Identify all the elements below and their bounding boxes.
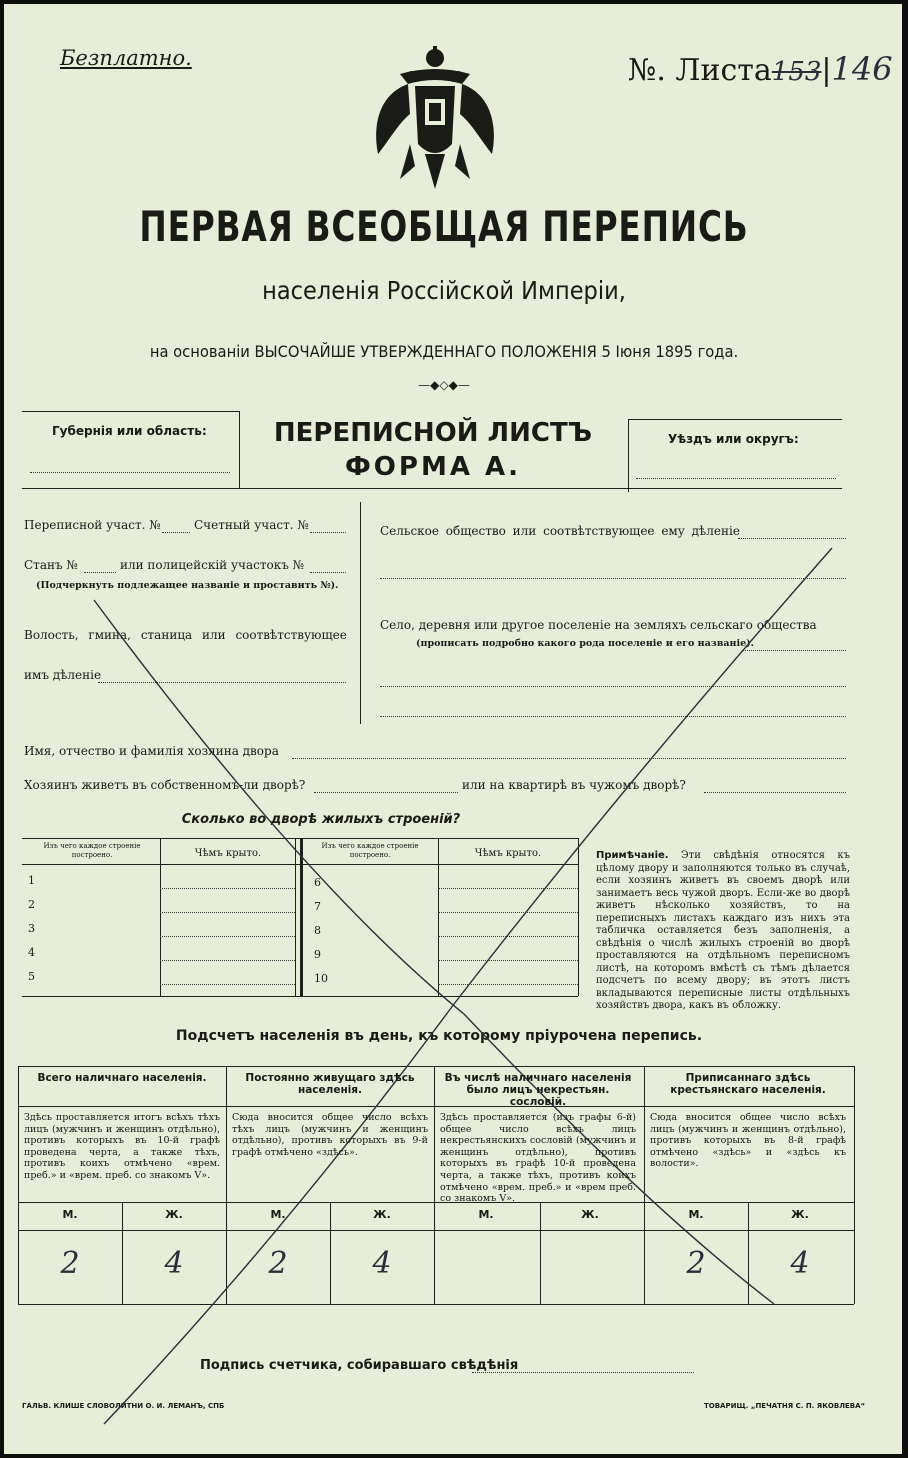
free-label: Безплатно. [60,46,192,70]
form-type-sub: ФОРМА А. [345,452,521,482]
count-col-desc: Сюда вносится общее число всѣхъ тѣхъ лицъ (мужчинъ и женщинъ отдѣльно), противъ которыхъ въ 9-й графѣ отмѣчено «здѣсь». [232,1112,428,1158]
building-row-line [160,888,295,889]
perepis-uch-label: Переписной участ. № [24,518,161,532]
form-main-title: ПЕРВАЯ ВСЕОБЩАЯ ПЕРЕПИСЬ [139,202,749,251]
owner-lives-label: Хозяинъ живетъ въ собственномъ-ли дворѣ? [24,778,306,792]
owner-name-label: Имя, отчество и фамилія хозяина двора [24,744,279,758]
schet-uch-label: Счетный участ. № [194,518,309,532]
count-col-male-value: 2 [686,1246,706,1281]
sheet-number: №. Листа153|146 [628,50,893,88]
form-basis: на основаніи ВЫСОЧАЙШЕ УТВЕРЖДЕННАГО ПОЛОЖЕНІЯ 5 Іюня 1895 года. [149,342,739,361]
building-row-line [160,960,295,961]
building-row-line [438,960,578,961]
buildings-question: Сколько во дворѣ жилыхъ строеній? [181,812,461,827]
signature-label: Подпись счетчика, собиравшаго свѣдѣнія [200,1358,519,1373]
count-title: Подсчетъ населенія въ день, къ которому пріурочена перепись. [175,1028,703,1044]
building-row-line [160,912,295,913]
count-col-head: Въ числѣ наличнаго населенія было лицъ некрестьян. сословій. [444,1072,632,1108]
selskoe-label: Сельское общество или соотвѣтствующее ему дѣленіе [380,524,740,538]
count-col-female-label: Ж. [373,1208,391,1221]
building-row-number: 2 [28,898,35,911]
count-col-male-label: М. [688,1208,704,1221]
col-roof-left: Чѣмъ крыто. [194,848,262,859]
count-col-male-label: М. [478,1208,494,1221]
stan-label: Станъ № [24,558,78,572]
count-col-female-value: 4 [164,1246,184,1281]
count-col-female-value: 4 [790,1246,810,1281]
count-col-desc: Сюда вносится общее число всѣхъ лицъ (мужчинъ и женщинъ отдѣльно), противъ которыхъ въ 8-й графѣ отмѣчено «здѣсь» и «здѣсь къ волости». [650,1112,846,1170]
building-row-number: 9 [314,948,321,961]
building-row-line [160,984,295,985]
count-col-desc: Здѣсь проставляется итогъ всѣхъ тѣхъ лицъ (мужчинъ и женщинъ отдѣльно), противъ которыхъ въ 10-й графѣ проведена черта, а также тѣхъ, противъ коихъ отмѣчено «врем. преб.» и «врем. преб. со знакомъ V». [24,1112,220,1181]
sheet-number-struck: 153 [771,57,822,87]
left-printer: ГАЛЬВ. КЛИШЕ СЛОВОЛИТНИ О. И. ЛЕМАНЪ, СПБ [22,1402,225,1410]
buildings-note-title: Примѣчаніе. [596,850,669,861]
building-row-number: 3 [28,922,35,935]
gubernia-label: Губернія или область: [52,424,207,438]
uezd-label: Уѣздъ или округъ: [668,432,799,446]
selo-label: Село, деревня или другое поселеніе на земляхъ сельскаго общества [380,618,817,632]
count-col-desc: Здѣсь проставляется (изъ графы 6-й) общее число всѣхъ лицъ некрестьянскихъ сословій (мужчинъ и женщинъ отдѣльно), противъ которыхъ въ графѣ 10-й проведена черта, а также тѣхъ, противъ коихъ отмѣчено «врем. преб.» и «врем преб. со знакомъ V». [440,1112,636,1205]
count-col-female-label: Ж. [165,1208,183,1221]
building-row-number: 8 [314,924,321,937]
police-label: или полицейскій участокъ № [120,558,305,572]
col-material-left: Изъ чего каждое строеніе построено. [43,842,141,859]
count-col-female-label: Ж. [791,1208,809,1221]
building-row-number: 1 [28,874,35,887]
volost-label: Волость, гмина, станица или соотвѣтствующее [24,628,347,642]
col-roof-right: Чѣмъ крыто. [474,848,542,859]
ornament-divider: —◆◇◆— [418,378,470,392]
building-row-number: 4 [28,946,35,959]
form-type-title: ПЕРЕПИСНОЙ ЛИСТЪ [273,418,593,448]
building-row-line [438,912,578,913]
form-subtitle: населенія Россійской Имперіи, [262,276,626,305]
right-printer: ТОВАРИЩ. „ПЕЧАТНЯ С. П. ЯКОВЛЕВА“ [704,1402,866,1410]
count-col-male-value: 2 [60,1246,80,1281]
col-material-right: Изъ чего каждое строеніе построено. [321,842,419,859]
building-row-number: 10 [314,972,328,985]
crossed-out-stroke [4,4,902,1454]
building-row-line [438,936,578,937]
building-row-number: 5 [28,970,35,983]
sheet-number-handwritten: 146 [831,50,893,88]
underline-note: (Подчеркнуть подлежащее названіе и проставить №). [36,580,339,591]
sheet-number-label: №. Листа [628,53,772,88]
buildings-note-text: Эти свѣдѣнія относятся къ цѣлому двору и заполняются только въ случаѣ, если хозяинъ живетъ въ своемъ дворѣ или занимаетъ весь чужой дворъ. Если-же во дворѣ живетъ нѣсколько хозяйствъ, то на переписныхъ листахъ каждаго изъ нихъ эта табличка оставляется безъ заполненія, а свѣдѣнія о числѣ жилыхъ строеній во дворѣ проставляются на отдѣльномъ переписномъ листѣ, на которомъ вмѣстѣ съ тѣмъ дѣлается подсчетъ по всему двору; въ этотъ листъ вкладываются переписные листы отдѣльныхъ хозяйствъ двора, какъ въ обложку. [596,850,850,1011]
census-form-page [4,4,902,1454]
count-col-female-value: 4 [372,1246,392,1281]
count-col-male-label: М. [62,1208,78,1221]
count-col-female-label: Ж. [581,1208,599,1221]
count-col-male-value: 2 [268,1246,288,1281]
count-col-head: Всего наличнаго населенія. [37,1072,207,1084]
building-row-number: 7 [314,900,321,913]
building-row-line [438,888,578,889]
building-row-line [438,984,578,985]
selo-note: (прописать подробно какого рода поселеніе и его названіе). [416,638,754,649]
count-col-head: Приписаннаго здѣсь крестьянскаго населенія. [670,1072,826,1096]
count-col-head: Постоянно живущаго здѣсь населенія. [245,1072,415,1096]
count-col-male-label: М. [270,1208,286,1221]
or-rent-label: или на квартирѣ въ чужомъ дворѣ? [462,778,686,792]
building-row-number: 6 [314,876,321,889]
volost-label-2: имъ дѣленіе [24,668,102,682]
building-row-line [160,936,295,937]
